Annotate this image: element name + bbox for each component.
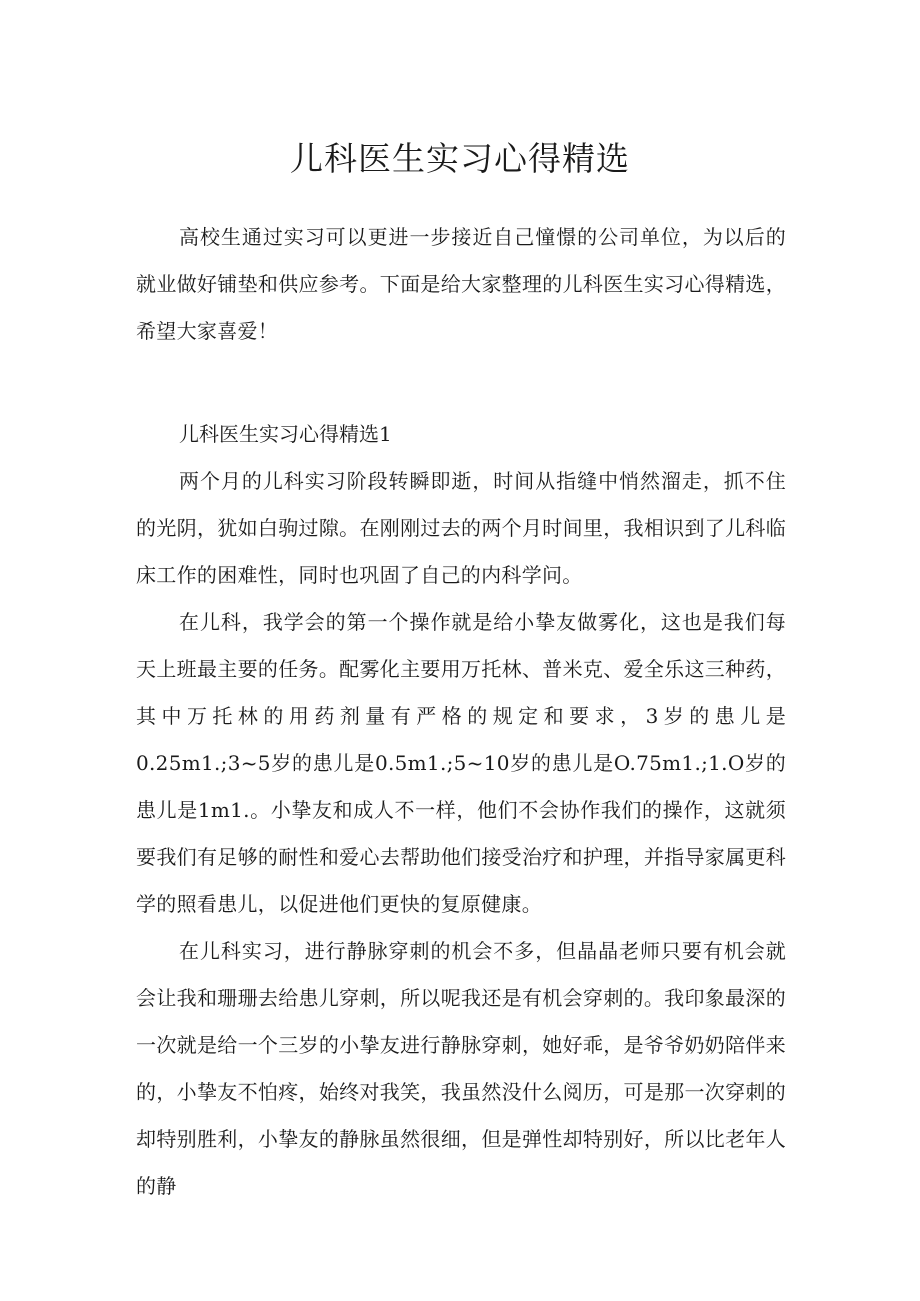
body-paragraph: 在儿科实习，进行静脉穿刺的机会不多，但晶晶老师只要有机会就会让我和珊珊去给患儿穿刺，所以呢我还是有机会穿刺的。我印象最深的一次就是给一个三岁的小挚友进行静脉穿刺，她好乖，是爷爷奶奶陪伴来的，小挚友不怕疼，始终对我笑，我虽然没什么阅历，可是那一次穿刺的却特别胜利，小挚友的静脉虽然很细，但是弹性却特别好，所以比老年人的静 [136,939,786,1198]
document-title: 儿科医生实习心得精选 [290,139,630,178]
body-paragraph: 在儿科，我学会的第一个操作就是给小挚友做雾化，这也是我们每天上班最主要的任务。配雾化主要用万托林、普米克、爱全乐这三种药，其中万托林的用药剂量有严格的规定和要求，3岁的患儿是0.25m1.;3~5岁的患儿是0.5m1.;5~10岁的患儿是O.75m1.;1.O岁的患儿是1m1.。小挚友和成人不一样，他们不会协作我们的操作，这就须要我们有足够的耐性和爱心去帮助他们接受治疗和护理，并指导家属更科学的照看患儿，以促进他们更快的复原健康。 [136,610,786,916]
document-body [136,214,786,1210]
section-spacer [136,355,786,411]
section-heading: 儿科医生实习心得精选1 [179,422,392,446]
body-paragraph: 两个月的儿科实习阶段转瞬即逝，时间从指缝中悄然溜走，抓不住的光阴，犹如白驹过隙。在刚刚过去的两个月时间里，我相识到了儿科临床工作的困难性，同时也巩固了自己的内科学问。 [136,469,786,587]
intro-paragraph: 高校生通过实习可以更进一步接近自己憧憬的公司单位，为以后的就业做好铺垫和供应参考。下面是给大家整理的儿科医生实习心得精选，希望大家喜爱！ [136,225,786,343]
